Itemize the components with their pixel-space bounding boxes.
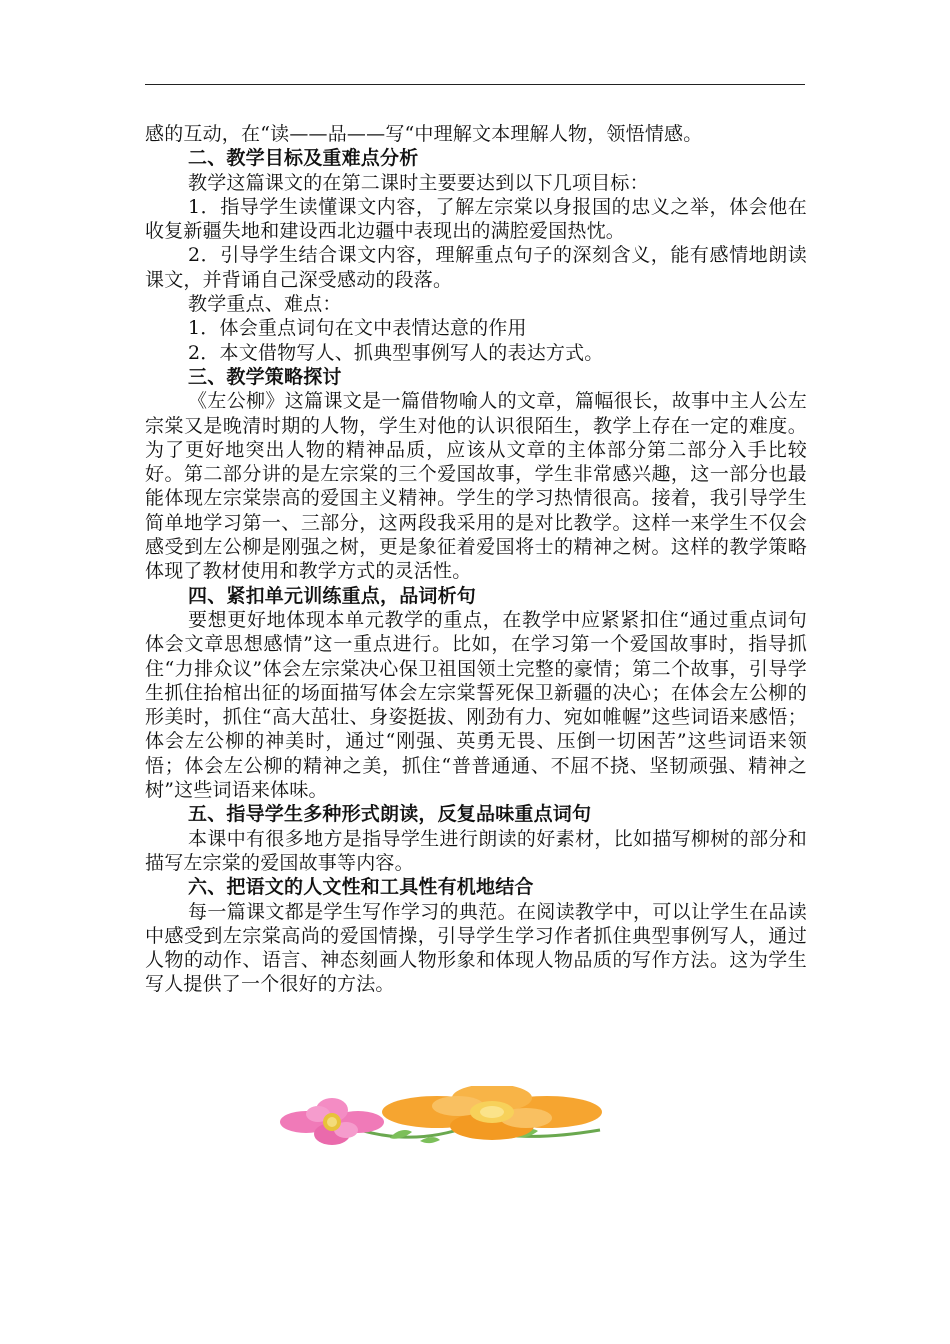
paragraph-intro-continuation: 感的互动，在“读——品——写“中理解文本理解人物，领悟情感。 bbox=[145, 123, 703, 145]
paragraph-reading: 本课中有很多地方是指导学生进行朗读的好素材，比如描写柳树的部分和描写左宗棠的爱国故事等内容。 bbox=[145, 827, 807, 874]
flower-border-icon bbox=[270, 1086, 620, 1156]
document-body bbox=[145, 122, 807, 997]
paragraph-strategy: 《左公柳》这篇课文是一篇借物喻人的文章，篇幅很长，故事中主人公左宗棠又是晚清时期的人物，学生对他的认识很陌生，教学上存在一定的难度。为了更好地突出人物的精神品质，应该从文章的主体部分第二部分入手比较好。第二部分讲的是左宗棠的三个爱国故事，学生非常感兴趣，这一部分也最能体现左宗棠崇高的爱国主义精神。学生的学习热情很高。接着，我引导学生简单地学习第一、三部分，这两段我采用的是对比教学。这样一来学生不仅会感受到左公柳是刚强之树，更是象征着爱国将士的精神之树。这样的教学策略体现了教材使用和教学方式的灵活性。 bbox=[145, 390, 807, 583]
key-points-label: 教学重点、难点： bbox=[188, 293, 342, 316]
section-heading-5: 五、指导学生多种形式朗读，反复品味重点词句 bbox=[188, 803, 592, 826]
key-point-item-2: 2．本文借物写人、抓典型事例写人的表达方式。 bbox=[188, 341, 604, 364]
paragraph-writing: 每一篇课文都是学生写作学习的典范。在阅读教学中，可以让学生在品读中感受到左宗棠高尚的爱国情操，引导学生学习作者抓住典型事例写人，通过人物的动作、语言、神态刻画人物形象和体现人物品质的写作方法。这为学生写人提供了一个很好的方法。 bbox=[145, 900, 807, 996]
section-heading-6: 六、把语文的人文性和工具性有机地结合 bbox=[188, 876, 534, 899]
section-heading-3: 三、教学策略探讨 bbox=[188, 365, 342, 388]
paragraph-word-analysis: 要想更好地体现本单元教学的重点，在教学中应紧紧扣住“通过重点词句体会文章思想感情”这一重点进行。比如，在学习第一个爱国故事时，指导抓住“力排众议”体会左宗棠决心保卫祖国领土完整的豪情；第二个故事，引导学生抓住抬棺出征的场面描写体会左宗棠誓死保卫新疆的决心；在体会左公柳的形美时，抓住“高大茁壮、身姿挺拔、刚劲有力、宛如帷幄”这些词语来感悟；体会左公柳的神美时，通过“刚强、英勇无畏、压倒一切困苦”这些词语来领悟；体会左公柳的精神之美，抓住“普普通通、不屈不挠、坚韧顽强、精神之树”这些词语来体味。 bbox=[145, 608, 807, 802]
key-point-item-1: 1．体会重点词句在文中表情达意的作用 bbox=[188, 317, 527, 340]
section-heading-4: 四、紧扣单元训练重点，品词析句 bbox=[188, 584, 477, 607]
goal-item-1: 1．指导学生读懂课文内容，了解左宗棠以身报国的忠义之举，体会他在收复新疆失地和建设西北边疆中表现出的满腔爱国热忱。 bbox=[145, 195, 807, 243]
header-rule bbox=[145, 84, 805, 85]
section-heading-2: 二、教学目标及重难点分析 bbox=[188, 147, 419, 170]
goal-item-2: 2．引导学生结合课文内容，理解重点句子的深刻含义，能有感情地朗读课文，并背诵自己深受感动的段落。 bbox=[145, 244, 807, 291]
paragraph-goals-intro: 教学这篇课文的在第二课时主要要达到以下几项目标： bbox=[188, 171, 649, 194]
